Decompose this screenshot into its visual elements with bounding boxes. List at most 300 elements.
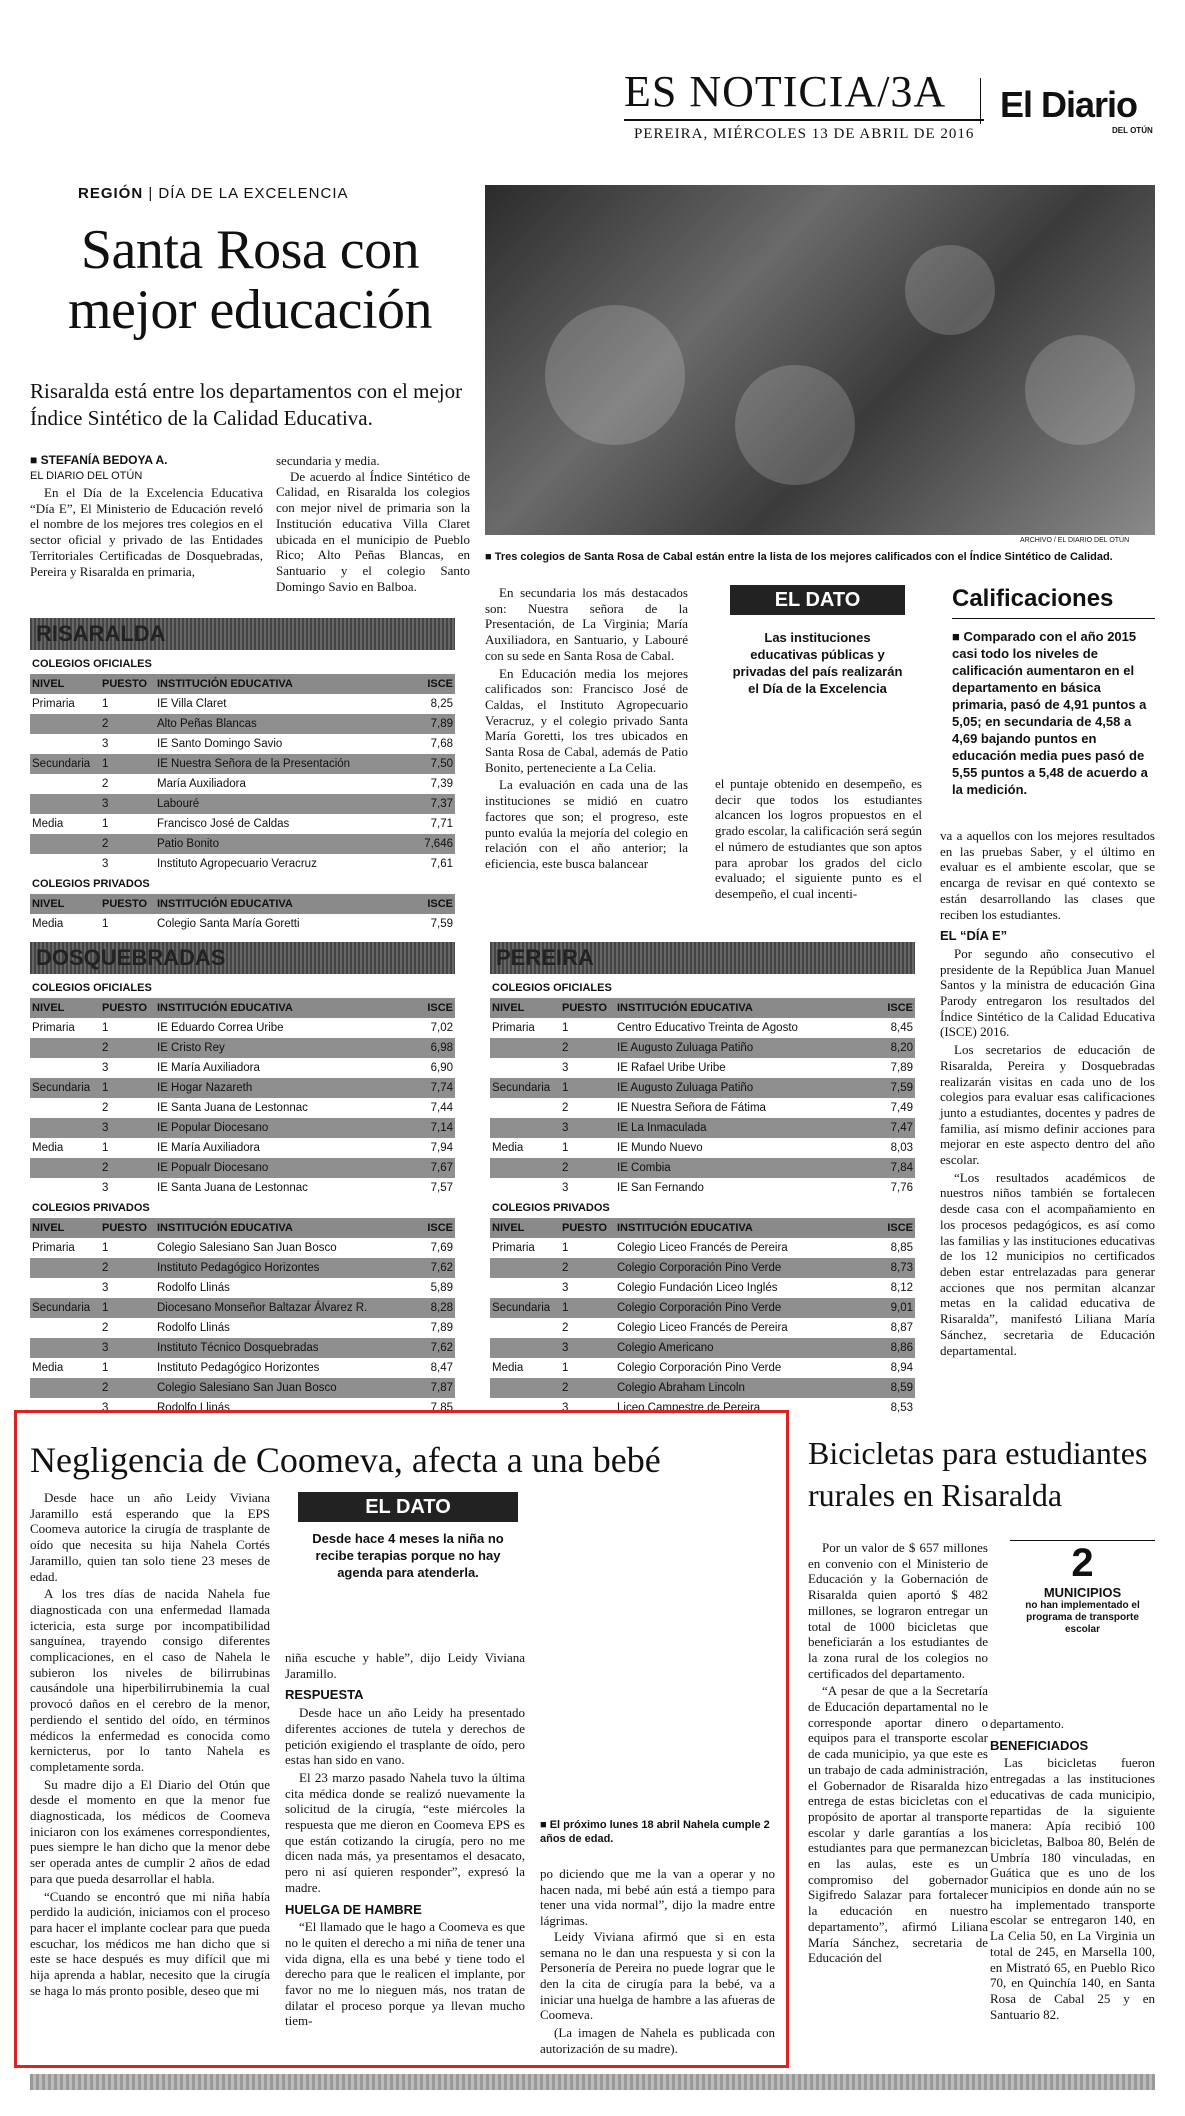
table-row [30,794,455,814]
table-row [30,834,455,854]
table-cell: 2 [102,1322,109,1334]
table-cell: IE Combia [615,1158,855,1178]
story2-caption: ■ El próximo lunes 18 abril Nahela cumple 2 años de edad. [540,1819,770,1845]
table-row [30,1058,455,1078]
table-cell: IE Popualr Diocesano [155,1158,395,1178]
table-row [30,1258,455,1278]
table-cell [490,1278,560,1298]
table-cell: Media [492,1142,524,1154]
table-row [30,1018,455,1038]
table-cell: 8,47 [430,1362,453,1374]
table-cell: 8,87 [890,1322,913,1334]
calificaciones-rule [952,618,1155,619]
column-header: PUESTO [100,998,155,1018]
column-header: PUESTO [100,674,155,694]
table-row [30,854,455,874]
story1-col4: el puntaje obtenido en desempeño, es decir que todos los estudiantes alcancen los logros propuestos en el grado escolar, la calificación será según el número de estudiantes que son aptos para aprobar los grados del ciclo evaluado; el siguiente punto es el desempeño, el cual incenti- [715,776,922,901]
table-cell: 3 [100,1338,155,1358]
table-cell: 1 [102,698,109,710]
table-row [30,694,455,714]
table-cell [30,774,100,794]
table-cell: 7,62 [395,1338,455,1358]
table-cell: 7,87 [395,1378,455,1398]
table-cell [490,1118,560,1138]
story2-headline: Negligencia de Coomeva, afecta a una bebé [30,1440,661,1480]
byline: ■ STEFANÍA BEDOYA A. [30,453,168,467]
table-row [30,774,455,794]
table-row [30,1178,455,1198]
table-cell: 7,68 [430,738,453,750]
table-row [30,1298,455,1318]
table-cell: Instituto Pedagógico Horizontes [157,1362,320,1374]
column-header: NIVEL [30,894,100,914]
table-cell: 3 [102,1182,109,1194]
table-header [30,674,455,694]
classroom-photo [485,185,1155,535]
table-cell: IE María Auxiliadora [157,1142,260,1154]
story1-col3: En secundaria los más destacados son: Nuestra señora de la Presentación, de La Virginia; María Auxiliadora, en Santuario, y Labouré con su sede en Santa Rosa de Cabal. En Educación media los mejores calificados son: Francisco José de Caldas, el Instituto Agropecuario Veracruz, y el colegio privado Santa María Goretti, los tres ubicados en Santa Rosa de Cabal, además de Patio Bonito, perteneciente a La Celia. La evaluación en cada una de las instituciones se midió en cuatro factores que son; el progreso, este punto evalúa la mejoría del colegio en relación con el año anterior; la eficiencia, este busca balancear [485,585,688,871]
story2-dato-box [298,1492,518,1581]
table-cell [30,1338,100,1358]
table-cell: Francisco José de Caldas [157,818,290,830]
table-cell: Colegio Corporación Pino Verde [617,1362,782,1374]
table-cell: 7,59 [430,918,453,930]
table-cell: 1 [102,818,109,830]
table-section: COLEGIOS PRIVADOS [32,1202,150,1214]
table-cell: María Auxiliadora [157,778,246,790]
table-header [30,998,455,1018]
table-cell [490,1318,560,1338]
table-cell: 8,73 [855,1258,915,1278]
table-dosquebradas-grid [30,978,455,1418]
table-cell: Colegio Salesiano San Juan Bosco [157,1242,337,1254]
table-cell [490,1058,560,1078]
story2-col1: Desde hace un año Leidy Viviana Jaramillo está esperando que la EPS Coomeva autorice la cirugía de trasplante de oído que necesita su hija Nahela Cortés Jaramillo, quien tan solo tiene 23 meses de edad. A los tres días de nacida Nahela fue diagnosticada con una enfermedad llamada ictericia, esta surge por incompatibilidad sanguínea, trayendo consigo diferentes complicaciones, en el caso de Nahela le subieron los niveles de bilirrubinas causándole una hiperbilirrubinemia la cual provocó daños en el cerebro de la menor, perdiendo el sentido del oído, en términos médicos la enfermedad es conocida como kernicterus, por lo tanto Nahela es completamente sorda. Su madre dijo a El Diario del Otún que desde el momento en que la menor fue diagnosticada, los médicos de Coomeva iniciaron con los exámenes correspondientes, pues siempre le han dicho que la menor debe ser operada antes de cumplir 2 años de edad para que pueda desarrollar el habla. “Cuando se encontró que mi niña había perdido la audición, iniciamos con el proceso para hacer el implante coclear para que pueda escuchar, los médicos me han dicho que si este se hace después es muy difícil que mi hija aprenda a hablar, necesito que la cirugía se haga lo más pronto posible, deseo que mi [30,1490,270,1998]
municipios-sub: no han implementado el programa de transporte escolar [1025,1600,1140,1635]
table-cell: Colegio Corporación Pino Verde [615,1298,855,1318]
table-cell: Rodolfo Llinás [157,1402,230,1414]
table-cell: 2 [560,1038,615,1058]
column-header: ISCE [855,998,915,1018]
table-cell: 1 [562,1362,569,1374]
table-cell: Secundaria [490,1298,560,1318]
table-cell: 7,85 [430,1402,453,1414]
column-header: ISCE [395,894,455,914]
table-cell: 3 [562,1062,569,1074]
table-cell: Colegio Abraham Lincoln [615,1378,855,1398]
table-row [490,1318,915,1338]
table-cell: IE Mundo Nuevo [617,1142,703,1154]
table-cell: IE Santo Domingo Savio [157,738,283,750]
photo-caption: ■ Tres colegios de Santa Rosa de Cabal están entre la lista de los mejores calificados con el Índice Sintético de Calidad. [485,551,1113,563]
table-dosquebradas [30,942,455,1418]
table-section: COLEGIOS PRIVADOS [32,878,150,890]
table-cell: 1 [562,1142,569,1154]
table-cell: 1 [100,1298,155,1318]
table-cell: 1 [560,1298,615,1318]
table-cell: 3 [102,1062,109,1074]
table-cell: 7,89 [395,714,455,734]
newspaper-logo: El Diario [1000,84,1138,125]
table-pereira [490,942,915,1418]
table-cell: 1 [102,1142,109,1154]
table-cell [490,1158,560,1178]
story2-dato-title: EL DATO [298,1492,518,1522]
table-cell [30,1058,100,1078]
table-cell: Colegio Liceo Francés de Pereira [617,1242,788,1254]
table-cell: 2 [100,714,155,734]
table-row [490,1338,915,1358]
table-cell: Colegio Liceo Francés de Pereira [617,1322,788,1334]
table-cell: IE Popular Diocesano [155,1118,395,1138]
table-cell: 7,74 [395,1078,455,1098]
table-cell: 6,90 [430,1062,453,1074]
table-cell: 8,03 [890,1142,913,1154]
table-cell: 7,69 [430,1242,453,1254]
table-cell [490,1098,560,1118]
table-section: COLEGIOS OFICIALES [32,982,152,994]
table-cell: IE Hogar Nazareth [155,1078,395,1098]
column-header: NIVEL [30,998,100,1018]
table-cell: IE Rafael Uribe Uribe [617,1062,726,1074]
table-cell: 7,47 [855,1118,915,1138]
table-cell: Colegio Fundación Liceo Inglés [617,1282,778,1294]
table-cell [30,1158,100,1178]
table-cell: 2 [560,1158,615,1178]
table-cell [490,1178,560,1198]
table-cell: Colegio Santa María Goretti [157,918,300,930]
table-cell: Secundaria [30,754,100,774]
table-cell: 3 [560,1338,615,1358]
table-row [490,1138,915,1158]
column-header: NIVEL [490,1218,560,1238]
table-cell: 2 [562,1322,569,1334]
table-cell: 7,89 [430,1322,453,1334]
table-cell: 9,01 [855,1298,915,1318]
table-cell [30,1258,100,1278]
deck: Risaralda está entre los departamentos con el mejor Índice Sintético de la Calidad Educativa. [30,379,463,430]
table-cell: 1 [102,1022,109,1034]
table-cell: IE Santa Juana de Lestonnac [157,1182,308,1194]
table-cell [490,1338,560,1358]
table-cell: 7,37 [395,794,455,814]
table-cell: IE Augusto Zuluaga Patiño [615,1038,855,1058]
table-cell: 3 [100,794,155,814]
table-cell: IE Santa Juana de Lestonnac [157,1102,308,1114]
kicker: REGIÓN | DÍA DE LA EXCELENCIA [78,185,349,202]
table-cell: IE Augusto Zuluaga Patiño [615,1078,855,1098]
story3-col1: Por un valor de $ 657 millones en convenio con el Ministerio de Educación y la Gobernación de Risaralda quien aportó $ 482 millones, se lograron entregar un total de 1000 bicicletas que beneficiarán a los estudiantes de la zona rural de los colegios no certificados del departamento. “A pesar de que a la Secretaría de Educación departamental no le corresponde aportar dinero o equipos para el transporte escolar de cada municipio, ya que este es un trabajo de cada administración, el Gobernador de Risaralda hizo entrega de estas bicicletas con el propósito de aportar al transporte escolar y darle garantías a los estudiantes para que permanezcan en las aulas, este es un compromiso del gobernador Sigifredo Salazar para fortalecer la educación en nuestro departamento”, afirmó Liliana María Sánchez, secretaria de Educación del [808,1540,988,1966]
table-cell: Instituto Pedagógico Horizontes [155,1258,395,1278]
table-cell: Labouré [155,794,395,814]
table-row [490,1298,915,1318]
table-cell: Primaria [32,1022,75,1034]
kicker-region: REGIÓN [78,185,144,202]
table-section: COLEGIOS OFICIALES [32,658,152,670]
municipios-number: 2 [1071,1541,1094,1585]
table-cell: 7,62 [395,1258,455,1278]
column-header: ISCE [395,1218,455,1238]
story2-col2: niña escuche y hable”, dijo Leidy Viviana Jaramillo. RESPUESTA Desde hace un año Leidy ha presentado diferentes acciones de tutela y derechos de petición exigiendo el trasplante de oído, pero estas han sido en vano. El 23 marzo pasado Nahela tuvo la última cita médica donde se realizó nuevamente la solicitud de la cirugía, “este miércoles la respuesta que me dieron en Coomeva EPS es que están cotizando la cirugía, pero no me dicen nada más, ya presentamos el desacato, pero ni así quieren responder”, expresó la madre. HUELGA DE HAMBRE “El llamado que le hago a Coomeva es que no le quiten el derecho a mi niña de tener una vida digna, ella es una bebé y tiene todo el derecho para que le realicen el implante, por favor no me lo nieguen más, nos tratan de dilatar el proceso porque ya llevan mucho tiem- [285,1650,525,2029]
table-cell: 8,53 [890,1402,913,1414]
table-cell [30,1118,100,1138]
table-cell: Secundaria [30,1298,100,1318]
table-cell: IE Eduardo Correa Uribe [157,1022,284,1034]
table-cell: 3 [100,1118,155,1138]
table-cell [490,1258,560,1278]
table-cell: 8,20 [855,1038,915,1058]
table-row [490,1118,915,1138]
table-cell [30,1098,100,1118]
table-cell: 7,67 [395,1158,455,1178]
header-divider [980,78,981,124]
table-row [30,1098,455,1118]
calificaciones-title: Calificaciones [952,585,1114,612]
table-row [30,1158,455,1178]
column-header: INSTITUCIÓN EDUCATIVA [155,998,395,1018]
table-row [490,1098,915,1118]
table-risaralda-grid [30,654,455,934]
column-header: NIVEL [30,674,100,694]
table-cell: 7,14 [395,1118,455,1138]
table-cell: 2 [100,834,155,854]
calificaciones-text: ■ Comparado con el año 2015 casi todo los niveles de calificación aumentaron en el departamento en básica primaria, pasó de 4,91 puntos a 5,05; en secundaria de 4,58 a 4,69 bajando puntos en educación media pues pasó de 5,55 puntos a 5,48 de acuerdo a la medición. [952,629,1148,797]
table-cell: 7,646 [395,834,455,854]
table-cell: 1 [562,1242,569,1254]
table-cell [30,794,100,814]
table-cell: Rodolfo Llinás [157,1282,230,1294]
table-cell: 2 [560,1258,615,1278]
table-row [490,1238,915,1258]
table-cell: Alto Peñas Blancas [155,714,395,734]
table-cell: Secundaria [30,1078,100,1098]
table-cell [30,1278,100,1298]
table-cell: 7,57 [430,1182,453,1194]
headline-line1: Santa Rosa con [80,219,420,281]
el-dato-box [730,585,905,697]
table-row [30,1358,455,1378]
table-cell: Centro Educativo Treinta de Agosto [617,1022,798,1034]
byline-org: EL DIARIO DEL OTÚN [30,470,143,482]
table-section: COLEGIOS OFICIALES [492,982,612,994]
table-cell: Primaria [32,698,75,710]
table-cell: 7,59 [855,1078,915,1098]
table-cell: 8,45 [890,1022,913,1034]
story1-col1: En el Día de la Excelencia Educativa “Día E”, El Ministerio de Educación reveló el nombre de los mejores tres colegios en el sector oficial y privado de las Entidades Territoriales Certificadas de Dosquebradas, Pereira y Risaralda en primaria, [30,485,263,579]
story3-col2: departamento. BENEFICIADOS Las bicicletas fueron entregadas a las instituciones educativas de cada municipio, repartidas de la siguiente manera: Apía recibió 100 bicicletas, Balboa 80, Belén de Umbría 180 vinculadas, en Guática que es uno de los municipios en donde aún no se ha implementado transporte escolar se entregaron 140, en La Celia 50, en La Virginia un total de 245, en Marsella 100, en Mistrató 65, en Pueblo Rico 70, en Quinchía 140, en Santa Rosa de Cabal 25 y en Santuario 82. [990,1716,1155,2022]
table-header [490,998,915,1018]
municipios-label: MUNICIPIOS [1043,1585,1122,1600]
table-row [30,1378,455,1398]
table-cell: 1 [100,1078,155,1098]
table-row [490,1258,915,1278]
table-cell: Media [32,1362,64,1374]
table-header [30,1218,455,1238]
table-cell: 5,89 [430,1282,453,1294]
table-row [490,1158,915,1178]
table-row [490,1178,915,1198]
story3-headline: Bicicletas para estudiantes rurales en Risaralda [808,1435,1148,1513]
table-cell: 1 [102,918,109,930]
table-cell: IE San Fernando [617,1182,704,1194]
table-cell: Primaria [492,1022,535,1034]
table-row [490,1038,915,1058]
table-cell: 2 [100,1378,155,1398]
table-row [490,1078,915,1098]
table-cell: 1 [102,1362,109,1374]
table-cell: Primaria [32,1242,75,1254]
table-cell: 3 [562,1182,569,1194]
table-cell: 2 [560,1378,615,1398]
header-rule [624,119,984,121]
table-cell: 1 [102,1242,109,1254]
table-cell: 3 [562,1402,569,1414]
column-header: INSTITUCIÓN EDUCATIVA [615,1218,855,1238]
table-cell: 2 [100,1258,155,1278]
table-cell: 2 [102,778,109,790]
footer-rule [30,2074,1155,2090]
column-header: INSTITUCIÓN EDUCATIVA [155,1218,395,1238]
headline-line2: mejor educación [67,279,433,341]
table-cell: Media [492,1362,524,1374]
table-row [30,714,455,734]
table-cell: 3 [102,1402,109,1414]
table-cell: 7,61 [430,858,453,870]
table-cell: 8,28 [395,1298,455,1318]
table-cell: 7,39 [430,778,453,790]
column-header: PUESTO [100,1218,155,1238]
table-cell [490,1038,560,1058]
table-row [30,814,455,834]
table-row [490,1018,915,1038]
table-row [30,734,455,754]
table-cell: 7,44 [430,1102,453,1114]
table-cell: 3 [562,1282,569,1294]
story1-col5: va a aquellos con los mejores resultados en las pruebas Saber, y el último en evaluar es el ambiente escolar, que se encarga de revisar en qué contexto se están desarrollando las clases que reciben los estudiantes. EL “DÍA E” Por segundo año consecutivo el presidente de la República Juan Manuel Santos y la ministra de educación Gina Parody entregaron los resultados del Índice Sintético de la Calidad Educativa (ISCE) 2016. Los secretarios de educación de Risaralda, Pereira y Dosquebradas realizarán visitas en cada uno de los colegios para evaluar esas calificaciones junto a estudiantes, docentes y padres de familia, así mismo definir acciones para mejorar en este aspecto dentro del año escolar. “Los resultados académicos de nuestros niños también se fortalecen desde casa con el acompañamiento en los procesos pedagógicos, es así como las familias y las instituciones educativas de los 12 municipios no certificados deben estar entrelazadas para generar acciones que nos permitan alcanzar metas en la calidad educativa de Risaralda”, manifestó Liliana María Sánchez, secretaria de Educación departamental. [940,828,1155,1358]
table-cell: Secundaria [490,1078,560,1098]
table-row [490,1058,915,1078]
table-dosquebradas-title: DOSQUEBRADAS [30,942,455,974]
table-cell: 2 [102,1102,109,1114]
table-cell: Primaria [492,1242,535,1254]
table-cell: 8,25 [430,698,453,710]
table-cell: 3 [102,1282,109,1294]
dateline: PEREIRA, MIÉRCOLES 13 DE ABRIL DE 2016 [634,126,975,142]
column-header: INSTITUCIÓN EDUCATIVA [615,998,855,1018]
table-cell: 3 [102,738,109,750]
table-row [30,1118,455,1138]
table-cell: IE La Inmaculada [615,1118,855,1138]
table-row [30,754,455,774]
table-cell [30,1178,100,1198]
column-header: PUESTO [560,1218,615,1238]
table-row [490,1378,915,1398]
table-cell: Media [32,1142,64,1154]
column-header: ISCE [855,1218,915,1238]
table-cell [30,854,100,874]
column-header: INSTITUCIÓN EDUCATIVA [155,894,395,914]
column-header: INSTITUCIÓN EDUCATIVA [155,674,395,694]
column-header: ISCE [395,998,455,1018]
table-cell: 7,76 [890,1182,913,1194]
table-cell: 7,84 [855,1158,915,1178]
table-cell [30,1318,100,1338]
column-header: PUESTO [560,998,615,1018]
table-cell: IE Villa Claret [157,698,227,710]
table-pereira-grid [490,978,915,1418]
table-cell [30,1378,100,1398]
table-cell: 1 [562,1022,569,1034]
table-row [30,914,455,934]
table-cell: 3 [102,858,109,870]
photo-credit: ARCHIVO / EL DIARIO DEL OTÚN [1020,537,1130,544]
table-cell: 8,12 [890,1282,913,1294]
table-row [30,1138,455,1158]
table-cell: 3 [560,1118,615,1138]
story2-dato-text: Desde hace 4 meses la niña no recibe terapias porque no hay agenda para atenderla. [312,1531,504,1580]
table-row [30,1338,455,1358]
table-cell: Colegio Americano [615,1338,855,1358]
table-cell: 7,02 [430,1022,453,1034]
table-cell: 1 [560,1078,615,1098]
table-cell: Liceo Campestre de Pereira [617,1402,761,1414]
table-cell: 8,59 [855,1378,915,1398]
table-cell: 8,86 [855,1338,915,1358]
table-cell: IE Nuestra Señora de la Presentación [155,754,395,774]
table-cell: Instituto Técnico Dosquebradas [155,1338,395,1358]
table-row [30,1078,455,1098]
story2-col3: po diciendo que me la van a operar y no hacen nada, mi bebé aún está a tiempo para tener una vida normal”, dijo la madre entre lágrimas. Leidy Viviana afirmó que si en esta semana no le dan una respuesta y si con la Personería de Pereira no puede lograr que le den la cita de cirugía para la bebé, va a iniciar una huelga de hambre a las afueras de Coomeva. (La imagen de Nahela es publicada con autorización de su madre). [540,1866,775,2056]
table-cell: 7,50 [395,754,455,774]
table-cell: 8,85 [890,1242,913,1254]
table-cell: IE Nuestra Señora de Fátima [617,1102,766,1114]
headline [30,220,470,340]
table-cell: 7,49 [890,1102,913,1114]
table-cell: IE Cristo Rey [155,1038,395,1058]
table-row [490,1358,915,1378]
table-row [30,1238,455,1258]
column-header: NIVEL [30,1218,100,1238]
table-cell: 2 [100,1158,155,1178]
table-pereira-title: PEREIRA [490,942,915,974]
table-risaralda [30,618,455,934]
table-cell: IE María Auxiliadora [157,1062,260,1074]
column-header: ISCE [395,674,455,694]
table-cell: Media [32,918,64,930]
table-cell [30,714,100,734]
table-row [30,1278,455,1298]
section-title: ES NOTICIA/3A [624,67,947,116]
table-row [30,1318,455,1338]
story1-col2: secundaria y media. De acuerdo al Índice Sintético de Calidad, en Risaralda los colegios con mejor nivel de primaria son la Institución educativa Villa Claret ubicada en el municipio de Pueblo Rico; Alto Peñas Blancas, en Santuario y el colegio Santo Domingo Savio en Balboa. [276,453,470,594]
table-cell: 6,98 [395,1038,455,1058]
table-cell: 7,89 [890,1062,913,1074]
column-header: PUESTO [100,894,155,914]
newspaper-logo-sub: DEL OTÚN [1112,126,1153,135]
table-cell: 7,94 [430,1142,453,1154]
table-cell: Diocesano Monseñor Baltazar Álvarez R. [155,1298,395,1318]
table-cell: Patio Bonito [155,834,395,854]
table-cell: 7,71 [430,818,453,830]
table-header [30,894,455,914]
table-header [490,1218,915,1238]
table-cell [30,734,100,754]
table-cell [490,1378,560,1398]
table-cell: Media [32,818,64,830]
table-risaralda-title: RISARALDA [30,618,455,650]
table-cell: Colegio Corporación Pino Verde [615,1258,855,1278]
municipios-box [1010,1540,1155,1636]
